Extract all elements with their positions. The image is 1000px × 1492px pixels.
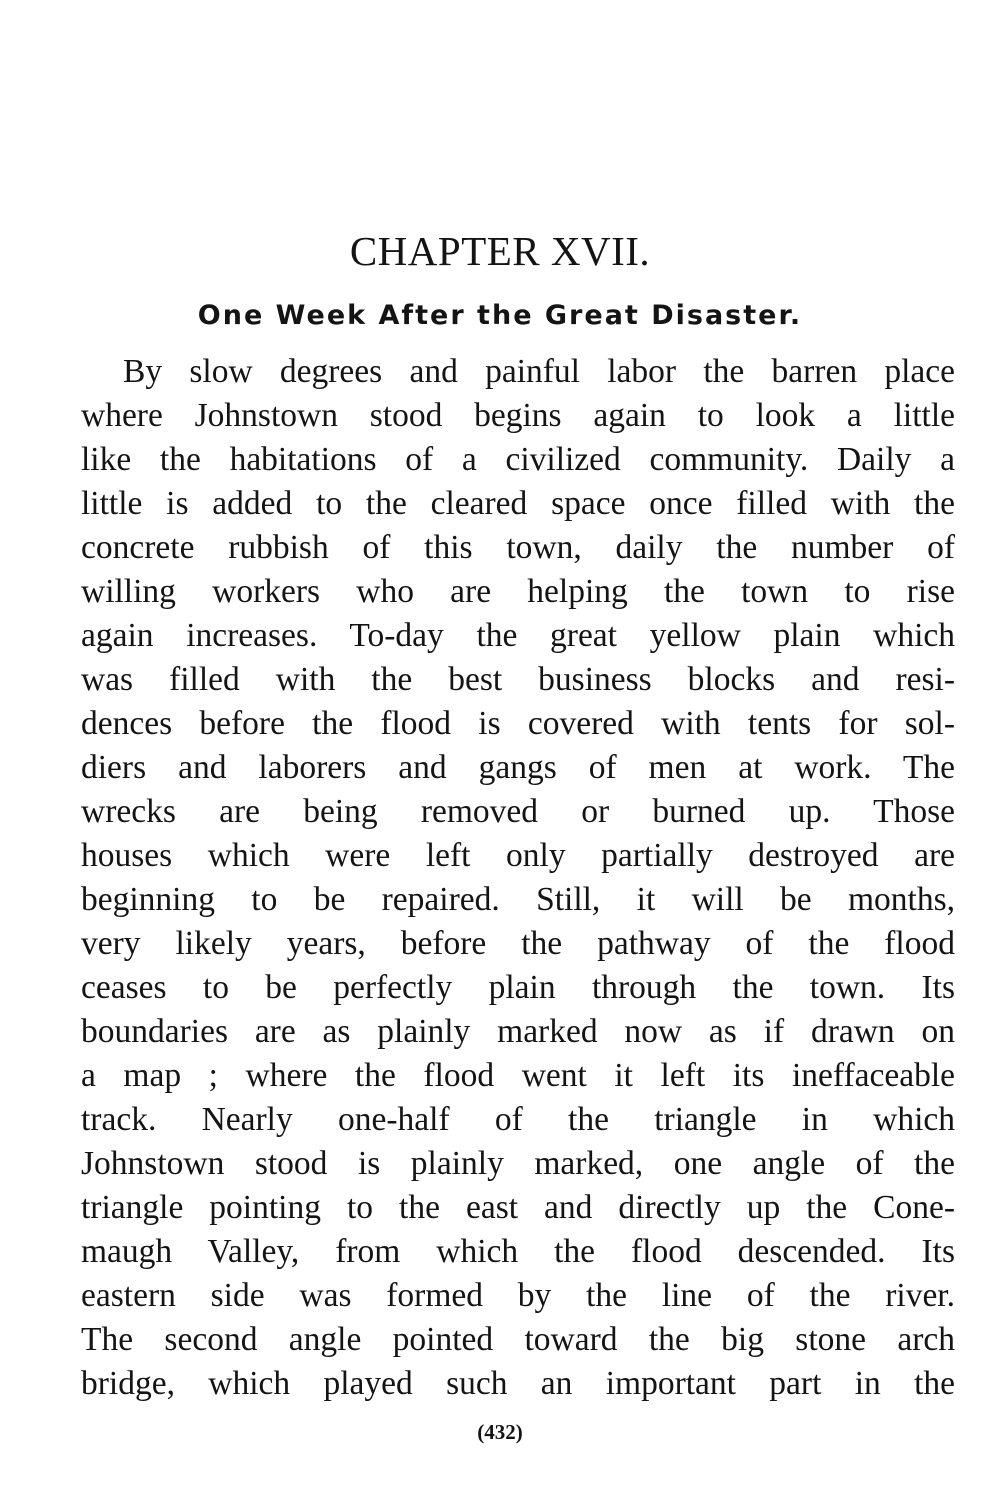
text-line: bridge, which played such an important part in the	[81, 1365, 955, 1402]
text-line: track. Nearly one-half of the triangle in which	[81, 1101, 955, 1138]
chapter-title: CHAPTER XVII.	[349, 228, 651, 274]
text-line: dences before the flood is covered with tents for sol-	[81, 705, 955, 742]
text-line: houses which were left only partially destroyed are	[81, 837, 955, 874]
text-line: triangle pointing to the east and directly up the Cone-	[81, 1189, 955, 1226]
text-line: The second angle pointed toward the big stone arch	[81, 1321, 955, 1358]
text-line: diers and laborers and gangs of men at work. The	[81, 749, 955, 786]
text-line: willing workers who are helping the town to rise	[81, 573, 955, 610]
text-line: again increases. To-day the great yellow plain which	[81, 617, 955, 654]
text-line: where Johnstown stood begins again to look a little	[81, 397, 955, 434]
text-line: By slow degrees and painful labor the barren place	[123, 353, 955, 390]
text-line: maugh Valley, from which the flood descended. Its	[81, 1233, 955, 1270]
text-line: Johnstown stood is plainly marked, one angle of the	[81, 1145, 955, 1182]
text-line: like the habitations of a civilized community. Daily a	[81, 441, 955, 478]
text-line: concrete rubbish of this town, daily the number of	[81, 529, 955, 566]
text-line: was filled with the best business blocks and resi-	[81, 661, 955, 698]
text-line: very likely years, before the pathway of the flood	[81, 925, 955, 962]
page-number: (432)	[477, 1420, 523, 1444]
text-line: a map ; where the flood went it left its ineffaceable	[81, 1057, 955, 1094]
text-line: little is added to the cleared space once filled with the	[81, 485, 955, 522]
body-paragraph	[81, 350, 955, 1406]
text-line: beginning to be repaired. Still, it will be months,	[81, 881, 955, 918]
text-line: wrecks are being removed or burned up. Those	[81, 793, 955, 830]
text-line: ceases to be perfectly plain through the town. Its	[81, 969, 955, 1006]
text-line: boundaries are as plainly marked now as if drawn on	[81, 1013, 955, 1050]
text-line: eastern side was formed by the line of the river.	[81, 1277, 955, 1314]
chapter-subtitle: One Week After the Great Disaster.	[197, 300, 803, 331]
